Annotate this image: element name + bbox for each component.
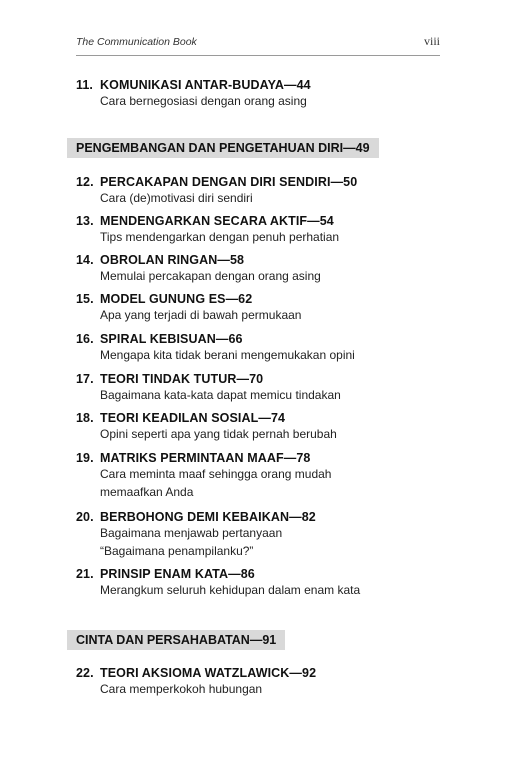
entry-title: PRINSIP ENAM KATA—86 [100, 567, 255, 581]
entry-subtitle-line2: memaafkan Anda [100, 485, 194, 499]
entry-number: 11. [76, 78, 93, 92]
entry-number: 16. [76, 332, 94, 346]
header-rule [76, 55, 440, 56]
entry-subtitle: Memulai percakapan dengan orang asing [100, 269, 321, 283]
running-header [76, 34, 440, 49]
entry-subtitle-line1: Cara meminta maaf sehingga orang mudah [100, 467, 332, 481]
toc-entry-21[interactable] [76, 567, 440, 599]
entry-title: MATRIKS PERMINTAAN MAAF—78 [100, 451, 311, 465]
entry-number: 13. [76, 214, 94, 228]
entry-title: SPIRAL KEBISUAN—66 [100, 332, 243, 346]
toc-entry-16[interactable] [76, 332, 440, 364]
entry-number: 19. [76, 451, 94, 465]
entry-number: 17. [76, 372, 94, 386]
entry-subtitle: Apa yang terjadi di bawah permukaan [100, 308, 302, 322]
entry-number: 22. [76, 666, 94, 680]
entry-subtitle-line1: Bagaimana menjawab pertanyaan [100, 526, 283, 540]
toc-entry-11[interactable] [76, 78, 440, 110]
toc-entry-20[interactable] [76, 510, 440, 560]
entry-number: 14. [76, 253, 94, 267]
entry-subtitle: Mengapa kita tidak berani mengemukakan opini [100, 348, 355, 362]
entry-subtitle: Cara (de)motivasi diri sendiri [100, 191, 253, 205]
entry-title: MODEL GUNUNG ES—62 [100, 292, 253, 306]
toc-entry-14[interactable] [76, 253, 440, 285]
entry-title: MENDENGARKAN SECARA AKTIF—54 [100, 214, 334, 228]
entry-subtitle: Merangkum seluruh kehidupan dalam enam kata [100, 583, 361, 597]
entry-subtitle: Bagaimana kata-kata dapat memicu tindakan [100, 388, 341, 402]
entry-subtitle: Cara memperkokoh hubungan [100, 682, 263, 696]
entry-title: KOMUNIKASI ANTAR-BUDAYA—44 [100, 78, 311, 92]
toc-entry-12[interactable] [76, 175, 440, 207]
section-heading: PENGEMBANGAN DAN PENGETAHUAN DIRI—49 [67, 138, 379, 158]
toc-entry-15[interactable] [76, 292, 440, 324]
section-heading: CINTA DAN PERSAHABATAN—91 [67, 630, 285, 650]
entry-title: TEORI KEADILAN SOSIAL—74 [100, 411, 286, 425]
entry-subtitle: Opini seperti apa yang tidak pernah berubah [100, 427, 337, 441]
page-number: viii [423, 34, 440, 48]
entry-title: OBROLAN RINGAN—58 [100, 253, 245, 267]
toc-entry-17[interactable] [76, 372, 440, 404]
entry-title: PERCAKAPAN DENGAN DIRI SENDIRI—50 [100, 175, 358, 189]
entry-title: BERBOHONG DEMI KEBAIKAN—82 [100, 510, 316, 524]
toc-entry-22[interactable] [76, 666, 440, 698]
entry-title: TEORI AKSIOMA WATZLAWICK—92 [100, 666, 317, 680]
toc-entry-19[interactable] [76, 451, 440, 501]
entry-number: 12. [76, 175, 94, 189]
entry-subtitle-line2: “Bagaimana penampilanku?” [100, 544, 254, 558]
entry-title: TEORI TINDAK TUTUR—70 [100, 372, 264, 386]
entry-subtitle: Cara bernegosiasi dengan orang asing [100, 94, 307, 108]
entry-number: 21. [76, 567, 94, 581]
entry-number: 20. [76, 510, 94, 524]
book-title: The Communication Book [76, 36, 197, 48]
toc-entry-13[interactable] [76, 214, 440, 246]
entry-subtitle: Tips mendengarkan dengan penuh perhatian [100, 230, 340, 244]
entry-number: 15. [76, 292, 94, 306]
toc-entry-18[interactable] [76, 411, 440, 443]
entry-number: 18. [76, 411, 94, 425]
